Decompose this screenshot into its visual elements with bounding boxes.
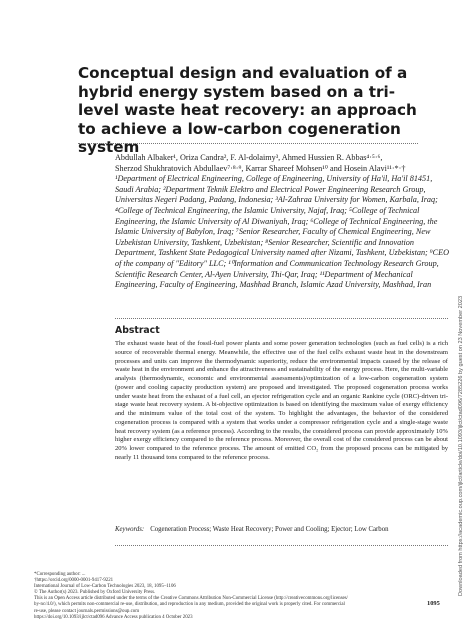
footer-line: by-nc/4.0/), which permits non-commercial re-use, distribution, and reproduction in any medium, provided the original work is properly cited. For commercial: [34, 602, 345, 608]
abstract-heading: Abstract: [115, 325, 160, 336]
footer-line: *Corresponding author: ...: [34, 572, 86, 577]
abstract-divider-top: [115, 318, 448, 319]
author-block: [115, 153, 450, 291]
keywords-list: Cogeneration Process; Waste Heat Recovery; Power and Cooling; Ejector; Low Carbon: [150, 526, 389, 533]
footer-line: © The Author(s) 2023. Published by Oxford University Press.: [34, 590, 156, 596]
footer-line: re-use, please contact journals.permissions@oup.com: [34, 608, 140, 614]
keywords-divider: [115, 545, 448, 546]
download-watermark-text: Downloaded from https://academic.oup.com/ijlct/article/doi/10.1093/ijlct/ctad096/7285226 by guest on 23 November 2023: [458, 295, 464, 596]
footer-line: International Journal of Low-Carbon Technologies 2023, 18, 1095–1106: [34, 584, 176, 590]
footer-line: †https://orcid.org/0000-0001-9417-9221: [34, 578, 114, 584]
download-watermark: [458, 140, 466, 596]
author-list-line-1: Abdullah Albaker¹, Oriza Candra², F. Al-dolaimy³, Ahmed Hussien R. Abbas⁴·⁵·⁶,: [115, 153, 383, 162]
keywords-label: Keywords:: [115, 526, 145, 533]
affiliations: ¹Department of Electrical Engineering, College of Engineering, University of Ha'il, Ha'il 81451, Saudi Arabia; ²Department Teknik Elektro and Electrical Power Engineering Research Group, Universitas Negeri Padang, Padang, Indonesia; ³Al-Zahraa University for Women, Karbala, Iraq; ⁴College of Technical Engineering, the Islamic University, Najaf, Iraq; ⁵College of Technical Engineering, the Islamic University of Al Diwaniyah, Iraq; ⁶College of Technical Engineering, the Islamic University of Babylon, Iraq; ⁷Senior Researcher, Faculty of Chemical Engineering, New Uzbekistan University, Tashkent, Uzbekistan; ⁸Senior Researcher, Scientific and Innovation Department, Tashkent State Pedagogical University named after Nizami, Tashkent, Uzbekistan; ⁹CEO of the company of "Editory" LLC; ¹⁰Information and Communication Technology Research Group, Scientific Research Center, Al-Ayen University, Thi-Qar, Iraq; ¹¹Department of Mechanical Engineering, Faculty of Engineering, Mashhad Branch, Islamic Azad University, Mashhad, Iran: [115, 174, 450, 290]
footer-notes: [34, 572, 444, 621]
footer-line: This is an Open Access article distributed under the terms of the Creative Commons Attribution Non-Commercial License (http://creativecommons.org/licenses/: [34, 596, 348, 602]
page-number: 1095: [427, 600, 440, 607]
abstract-text: The exhaust waste heat of the fossil-fuel power plants and some power generation technologies (such as fuel cells) is a rich source of recoverable thermal energy. Meanwhile, the effective use of the fuel cell's exhaust waste heat in the downstream processes and units can improve the thermodynamic superiority, reduce the environmental impacts caused by the release of waste heat in the environment and enhance the attractiveness and sustainability of the energy process. Here, the multi-variable analysis (thermodynamic, economic and environmental assessments)/optimization of a low-carbon cogeneration system (power and cooling capacity production system) are proposed and investigated. The proposed cogeneration process works under waste heat from the exhaust of a fuel cell, an ejector refrigeration cycle and an organic Rankine cycle (ORC)-driven tri-stage waste heat recovery system. A bi-objective optimization is based on identifying the maximum value of exergy efficiency and the minimum value of the total cost of the system. To highlight the advantages, the behavior of the considered cogeneration process is compared with a system that works under a compressor refrigeration cycle and a single-stage waste heat recovery system (as a reference process). According to the results, the considered process can provide approximately 10% higher exergy efficiency compared to the reference process. Moreover, the overall cost of the considered process can be about 20% lower compared to the reference process. The amount of emitted CO₂ from the proposed process can be mitigated by nearly 11 thousand tons compared to the reference process.: [115, 340, 448, 461]
author-list-line-2: Sherzod Shukhratovich Abdullaev⁷·⁸·⁹, Karrar Shareef Mohsen¹⁰ and Hosein Alavi¹¹·*·†: [115, 163, 406, 173]
title-divider: [78, 143, 418, 144]
article-title: Conceptual design and evaluation of a hybrid energy system based on a tri-level waste heat recovery: an approach to achieve a low-carbon cogeneration system: [78, 64, 417, 156]
footer-line: https://doi.org/10.1093/ijlct/ctad096 Advance Access publication 4 October 2023: [34, 614, 193, 620]
keywords-line: [115, 525, 448, 534]
